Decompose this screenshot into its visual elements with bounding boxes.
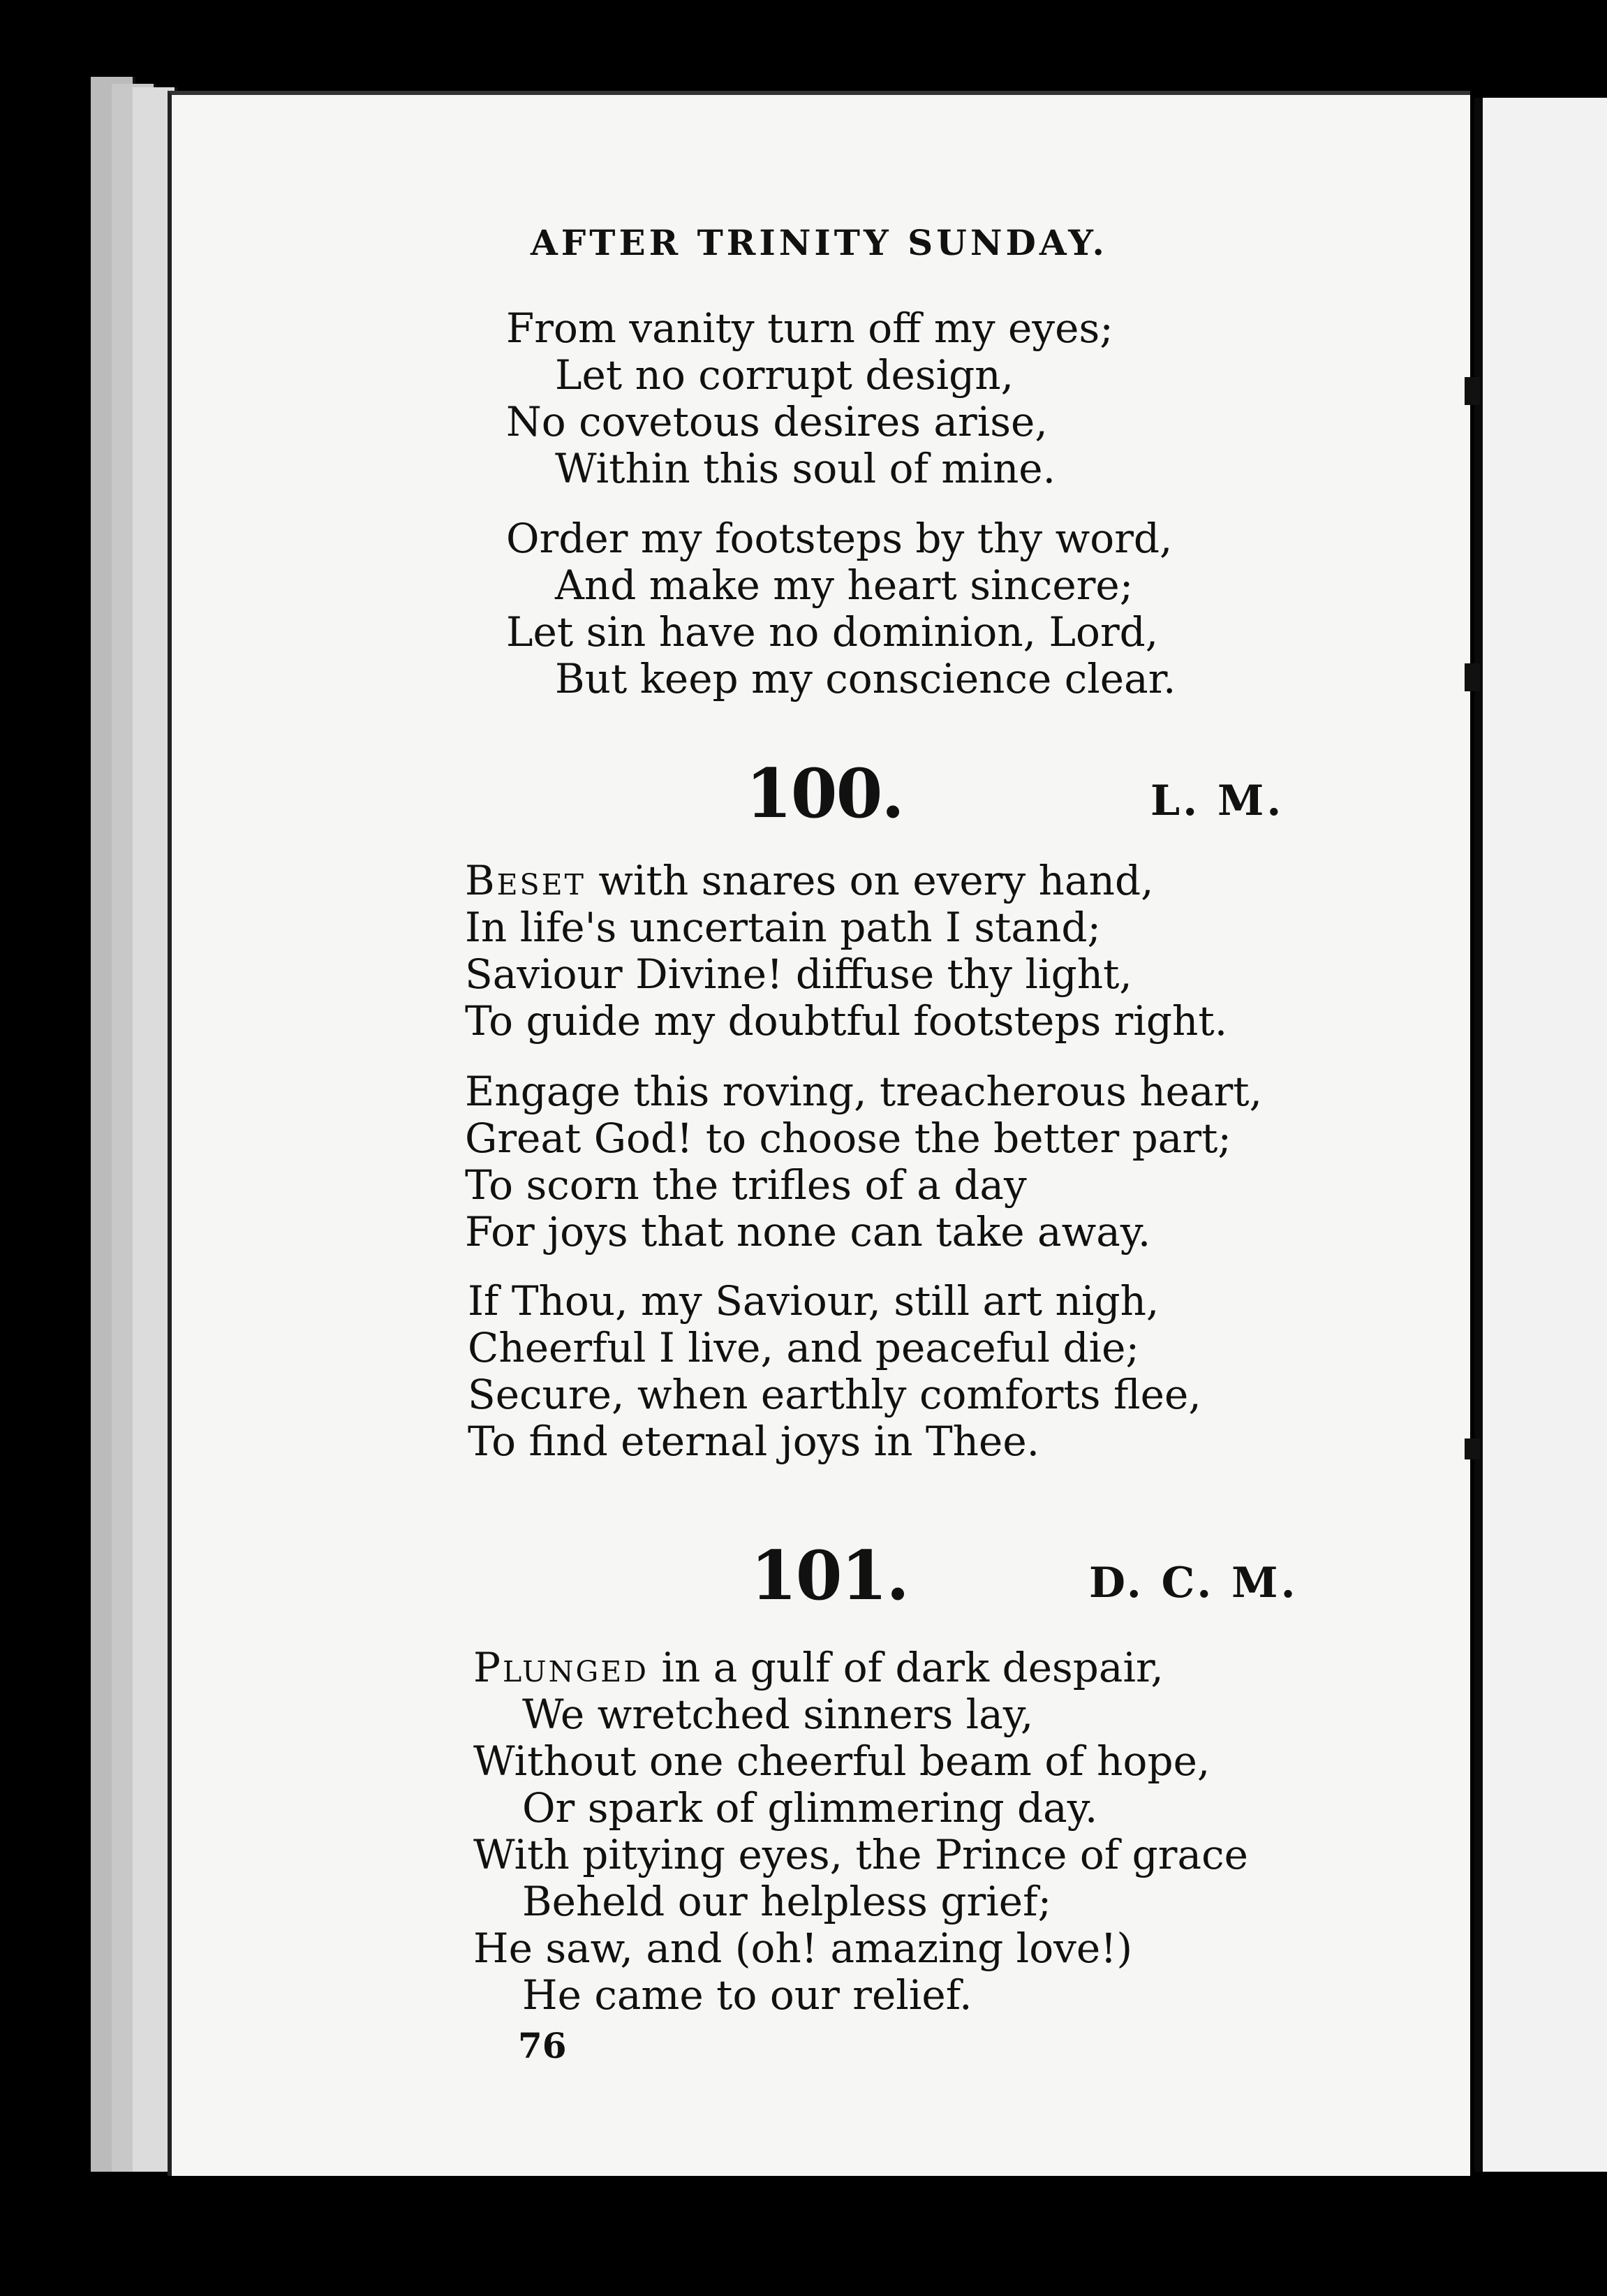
stanza [465, 1068, 1262, 1256]
verse-line: We wretched sinners lay, [522, 1691, 1034, 1738]
verse-line: To scorn the trifles of a day [465, 1161, 1027, 1209]
hymn-number: 100. [746, 754, 903, 833]
verse-line: If Thou, my Saviour, still art nigh, [468, 1277, 1160, 1325]
stanza [468, 1278, 1201, 1465]
hymn-meter: L. M. [1150, 777, 1284, 825]
verse-line: To find eternal joys in Thee. [468, 1418, 1040, 1465]
binding-mark [1465, 377, 1480, 405]
stanza [473, 1644, 1248, 2019]
verse-line: From vanity turn off my eyes; [506, 304, 1113, 352]
page-number: 76 [518, 2025, 567, 2066]
verse-line: Cheerful I live, and peaceful die; [468, 1324, 1140, 1371]
verse-line: But keep my conscience clear. [555, 655, 1176, 702]
verse-line: To guide my doubtful footsteps right. [465, 997, 1228, 1045]
verse-line: No covetous desires arise, [506, 398, 1048, 446]
verse-line: Without one cheerful beam of hope, [473, 1737, 1210, 1785]
first-word: Beset [465, 857, 586, 904]
stanza [465, 858, 1227, 1045]
verse-line: And make my heart sincere; [555, 561, 1134, 609]
verse-line: Or spark of glimmering day. [522, 1784, 1098, 1832]
verse-line: Secure, when earthly comforts flee, [468, 1371, 1201, 1418]
verse-line: For joys that none can take away. [465, 1208, 1151, 1256]
verse-line: Order my footsteps by thy word, [506, 515, 1173, 562]
verse-line: Great God! to choose the better part; [465, 1114, 1231, 1162]
running-header: AFTER TRINITY SUNDAY. [531, 222, 1108, 263]
verse-line: In life's uncertain path I stand; [465, 904, 1102, 951]
verse-line: Let no corrupt design, [555, 351, 1014, 399]
facing-page-edge [1474, 98, 1607, 2172]
verse-line: Let sin have no dominion, Lord, [506, 608, 1159, 656]
verse-line: Engage this roving, treacherous heart, [465, 1068, 1263, 1115]
stanza [506, 515, 1176, 702]
binding-mark [1465, 1438, 1480, 1459]
verse-line: Plunged in a gulf of dark despair, [473, 1644, 1164, 1691]
stanza [506, 305, 1113, 492]
binding-mark [1465, 663, 1480, 691]
verse-line: Within this soul of mine. [555, 445, 1056, 492]
verse-line: Beheld our helpless grief; [522, 1878, 1052, 1925]
hymn-meter: D. C. M. [1089, 1559, 1298, 1607]
verse-line: Beset with snares on every hand, [465, 857, 1154, 904]
hymn-number: 101. [750, 1536, 908, 1615]
verse-line: Saviour Divine! diffuse thy light, [465, 950, 1132, 998]
verse-line: With pitying eyes, the Prince of grace [473, 1831, 1248, 1878]
first-word: Plunged [473, 1644, 649, 1691]
verse-line: He saw, and (oh! amazing love!) [473, 1925, 1133, 1972]
verse-line: He came to our relief. [522, 1971, 972, 2019]
